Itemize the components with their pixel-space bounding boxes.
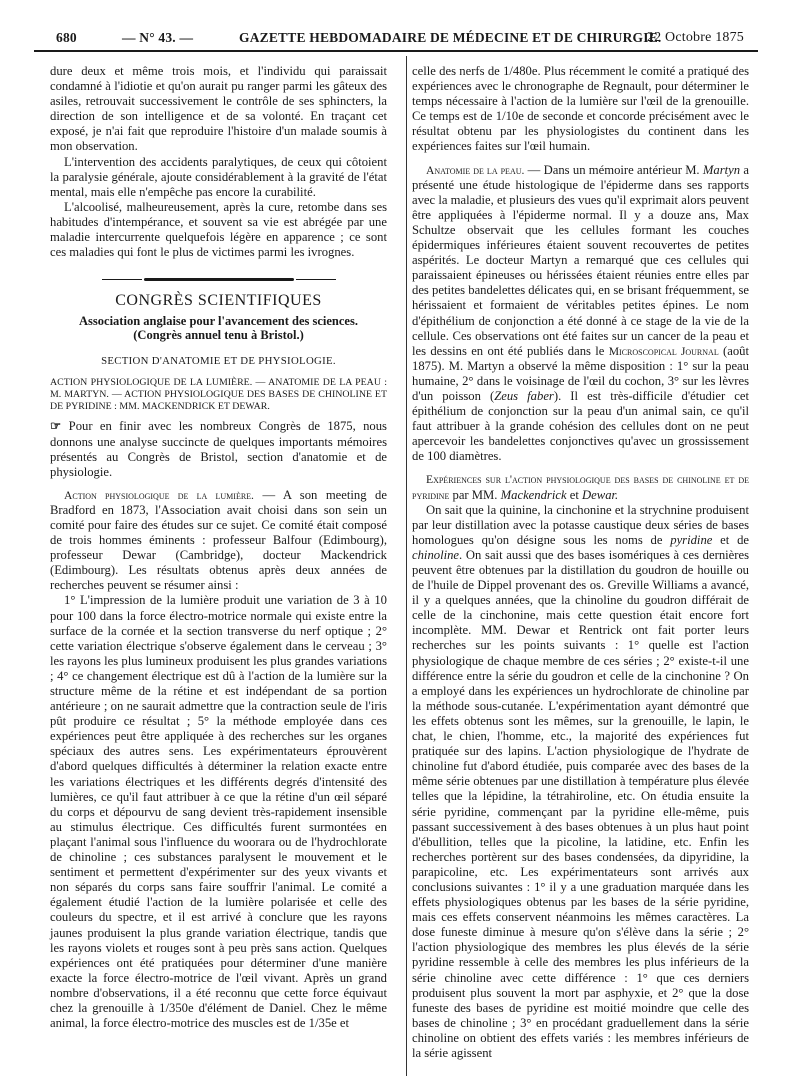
right-column <box>412 64 749 1061</box>
pointing-hand-icon: ☞ <box>50 419 62 434</box>
intro-text: Pour en finir avec les nombreux Congrès de 1875, nous donnons une analyse succincte de quelques importants mémoires présentés au Congrès de Bristol, section d'anatomie et de physiologie. <box>50 419 387 479</box>
paragraph: dure deux et même trois mois, et l'individu qui paraissait condamné à l'idiotie et qu'on aurait pu ranger parmi les gâteux des asiles, retrouvait successivement le contrôle de ses sphincters, la direction de son intelligence et de sa volonté. En traçant cet exposé, je n'ai fait que reproduire l'histoire d'un malade soumis à mon observation. <box>50 64 387 154</box>
column-divider <box>406 56 407 1076</box>
paragraph-text: et <box>566 487 583 502</box>
subheading: Anatomie de la peau. <box>426 163 525 177</box>
term: pyridine <box>670 532 713 547</box>
association-title: Association anglaise pour l'avancement des sciences. <box>79 314 358 329</box>
subsection-title: SECTION D'ANATOMIE ET DE PHYSIOLOGIE. <box>101 355 336 368</box>
issue-number: — N° 43. — <box>122 30 194 45</box>
paragraph <box>412 163 749 465</box>
paragraph-text: — A son meeting de Bradford en 1873, l'Association avait choisi dans son sein un comité pour faire des études sur ce sujet. Ce comité était composé de trois hommes éminents : professeur Balfour (Edimbourg), professeur Dewar (Cambridge), docteur Mackendrick (Edimbourg). Les résultats obtenus après deux années de recherches peuvent se résumer ainsi : <box>50 487 387 593</box>
paragraph-text: ). Il est très-difficile d'étudier cet épithélium de conjonction sur la peau d'un animal sain, ce qu'il faut attribuer à la grande cohésion des cellules dont on ne peut apercevoir les bandelettes conjonctives qu'avec un grossissement de 100 diamètres. <box>412 388 749 464</box>
section-divider-ornament <box>144 278 294 281</box>
paragraph <box>412 503 749 1061</box>
journal-name: Microscopical Journal <box>608 344 719 358</box>
paragraph: 1° L'impression de la lumière produit une variation de 3 à 10 pour 100 dans la force électro-motrice normale qui existe entre la surface de la cornée et la section transverse du nerf optique ; 2° cette variation électrique s'observe également dans le cerveau ; 3° les rayons les plus lumineux produisent les plus grandes variations ; 4° ce changement électrique est dû à l'action de la lumière sur la structure même de la rétine et est indépendant de sa portion antérieure ; on ne saurait admettre que la contraction seule de l'iris pût produire ce résultat ; 5° la méthode employée dans ces expériences peut être appliquée à des recherches sur les organes spéciaux des autres sens. Les expérimentateurs éprouvèrent d'abord quelques difficultés à déterminer la relation exacte entre les variations électriques et les différents degrés d'intensité des lumières, ce qu'il faut attribuer à ce que la rétine d'un œil séparé du corps et dépourvu de sang devient très-rapidement insensible au stimulus électrique. Ces difficultés furent surmontées en plaçant l'animal sous l'influence du woorara ou de l'hydrochlorate de chinoline ; ces substances paralysent le mouvement et le sentiment et permettent d'expérimenter sur des yeux vivants et non séparés du corps sans faire souffrir l'animal. Le comité a également étudié l'action de la lumière polarisée et celle des couleurs du spectre, et il est arrivé à conclure que les rayons jaunes produisent la plus grande variation électrique, tandis que les rayons violets et rouges sont à peu près sans action. Quelques expériences ont été pratiquées pour déterminer d'une manière exacte la force électro-motrice de l'œil vivant. Après un grand nombre d'observations, il a été reconnu que cette force équivaut chez la grenouille à 1/350e d'élément de Daniel. Chez le même animal, la force électro-motrice des muscles est de 1/35e et <box>50 593 387 1031</box>
paragraph-text: . On sait aussi que des bases isomériques à ces dernières peuvent être obtenues par la distillation du goudron de houille ou de l'huile de Dippel provenant des os. Greville Williams a avancé, il y a quelques années, que la chinoline du goudron différait de celle de la cinchonine, mais cette question était encore fort incomplète. MM. Dewar et Rentrick ont fait porter leurs recherches sur les points suivants : 1° quelle est l'action physiologique de chaque membre de ces séries ; 2° existe-t-il une différence entre la série du goudron et celle de la cinchonine ? On a employé dans les expériences un hydrochlorate de chinoline par la méthode sous-cutanée. L'expérimentation ayant démontré que les effets obtenus sont les mêmes, sur la grenouille, le lapin, le chat, le chien, l'homme, etc., la majorité des expériences fut pratiquée sur des lapins. L'action physiologique de l'hydrate de chinoline fut d'abord étudiée, puis comparée avec des bases de la même série obtenues par une distillation à température plus élevée telles que la lépidine, la tétrahiroline, etc. On étudia ensuite la série pyridine, commençant par la pyridine elle-même, puis passant successivement à des bases obtenues à un plus haut point d'ébullition, telles que la picoline, la latidine, etc. Enfin les recherches portèrent sur des bases condensées, da dipyridine, la parapicoline, etc. Les expérimentateurs sont arrivés aux conclusions suivantes : 1° il y a une graduation marquée dans les effets physiologiques obtenus par les bases de la série pyridine, mais ces effets conservent néanmoins les mêmes caractères. La dose funeste diminue à mesure qu'on s'élève dans la série ; 2° l'action physiologique des membres les plus élevés de la série pyridine ressemble à celle des membres les plus inférieurs de la série chinoline avec cette différence : 1° que ces derniers produisent plus souvent la mort par asphyxie, et 2° que la dose funeste des bases de pyridine est moitié moindre que celle des bases de chinoline ; 3° en procédant graduellement dans la série chinoline on obtient des effets variés : les membres inférieurs de la série agissent <box>412 547 749 1060</box>
paragraph: celle des nerfs de 1/480e. Plus récemment le comité a pratiqué des expériences avec le chronographe de Regnault, pour déterminer le temps nécessaire à l'action de la lumière sur l'œil de la grenouille. Ce temps est de 1/10e de seconde et concorde précisément avec le résultat obtenu par les physiologistes du continent dans les expériences faites sur l'œil humain. <box>412 64 749 154</box>
paragraph-text: — Dans un mémoire antérieur M. <box>524 162 703 177</box>
paragraph-text: (août 1875). M. Martyn a observé la même disposition : 1° sur la peau humaine, 2° dans le voisinage de l'œil du cochon, 3° sur les lèvres d'un poisson ( <box>412 343 750 403</box>
article-summary: ACTION PHYSIOLOGIQUE DE LA LUMIÈRE. — ANATOMIE DE LA PEAU : M. MARTYN. — ACTION PHYSIOLOGIQUE DES BASES DE CHINOLINE ET DE PYRIDINE : MM. MACKENDRICK ET DEWAR. <box>50 377 387 413</box>
issue-date: 22 Octobre 1875 <box>646 30 744 45</box>
paragraph-text: a présenté une étude histologique de l'épiderme dans ses rapports avec la maladie, et plusieurs des vues qu'il exprimait alors peuvent être appliquées à l'épiderme normal. Il y a douze ans, Max Schultze observait que les cellules formant les couches épidermiques inférieures étaient souvent recouvertes de petites aspérités. Le docteur Martyn a remarqué que ces cellules qui paraissaient épineuses ou hérissées étaient réunies entre elles par des petites bandelettes délicates qui, en se brisant fréquemment, se hérissaient et formaient de véritables petites épines. Le nom d'épithélium de conjonction a été donné à ce stage de la vie de la cellule. Ces observations ont été faites sur un cancer de la peau et les dessins en ont été publiés dans le <box>412 162 749 358</box>
species-name: Zeus faber <box>494 388 554 403</box>
congress-subtitle: (Congrès annuel tenu à Bristol.) <box>133 328 304 343</box>
subheading: Expériences sur l'action physiologique des bases de chinoline et de pyridine <box>412 473 749 502</box>
left-column <box>50 64 387 1031</box>
paragraph-text: et de <box>712 532 749 547</box>
paragraph <box>50 488 387 594</box>
journal-title: GAZETTE HEBDOMADAIRE DE MÉDECINE ET DE CHIRURGIE. <box>239 30 662 45</box>
intro-paragraph <box>50 419 387 479</box>
paragraph: L'alcoolisé, malheureusement, après la cure, retombe dans ses habitudes d'intempérance, et souvent sa vie est abrégée par une maladie intercurrente quelquefois légère en apparence ; ce sont ces maladies qui font le plus de victimes parmi les ivrognes. <box>50 199 387 260</box>
subheading: Action physiologique de la lumière. <box>64 488 254 502</box>
author-name: Dewar. <box>582 487 619 502</box>
header-rule <box>34 50 758 52</box>
paragraph-text: par MM. <box>449 487 501 502</box>
section-title: CONGRÈS SCIENTIFIQUES <box>115 292 322 310</box>
paragraph <box>412 472 749 502</box>
paragraph-text: On sait que la quinine, la cinchonine et la strychnine produisent par leur distillation avec la potasse caustique deux séries de bases homologues qu'on désigne sous les noms de <box>412 502 749 547</box>
term: chinoline <box>412 547 460 562</box>
paragraph: L'intervention des accidents paralytiques, de ceux qui côtoient la paralysie générale, ajoute considérablement à la gravité de l'état mental, mais elle n'empêche pas encore la curabilité. <box>50 154 387 199</box>
author-name: Mackendrick <box>500 487 567 502</box>
page-number: 680 <box>56 30 77 45</box>
author-name: Martyn <box>702 162 741 177</box>
